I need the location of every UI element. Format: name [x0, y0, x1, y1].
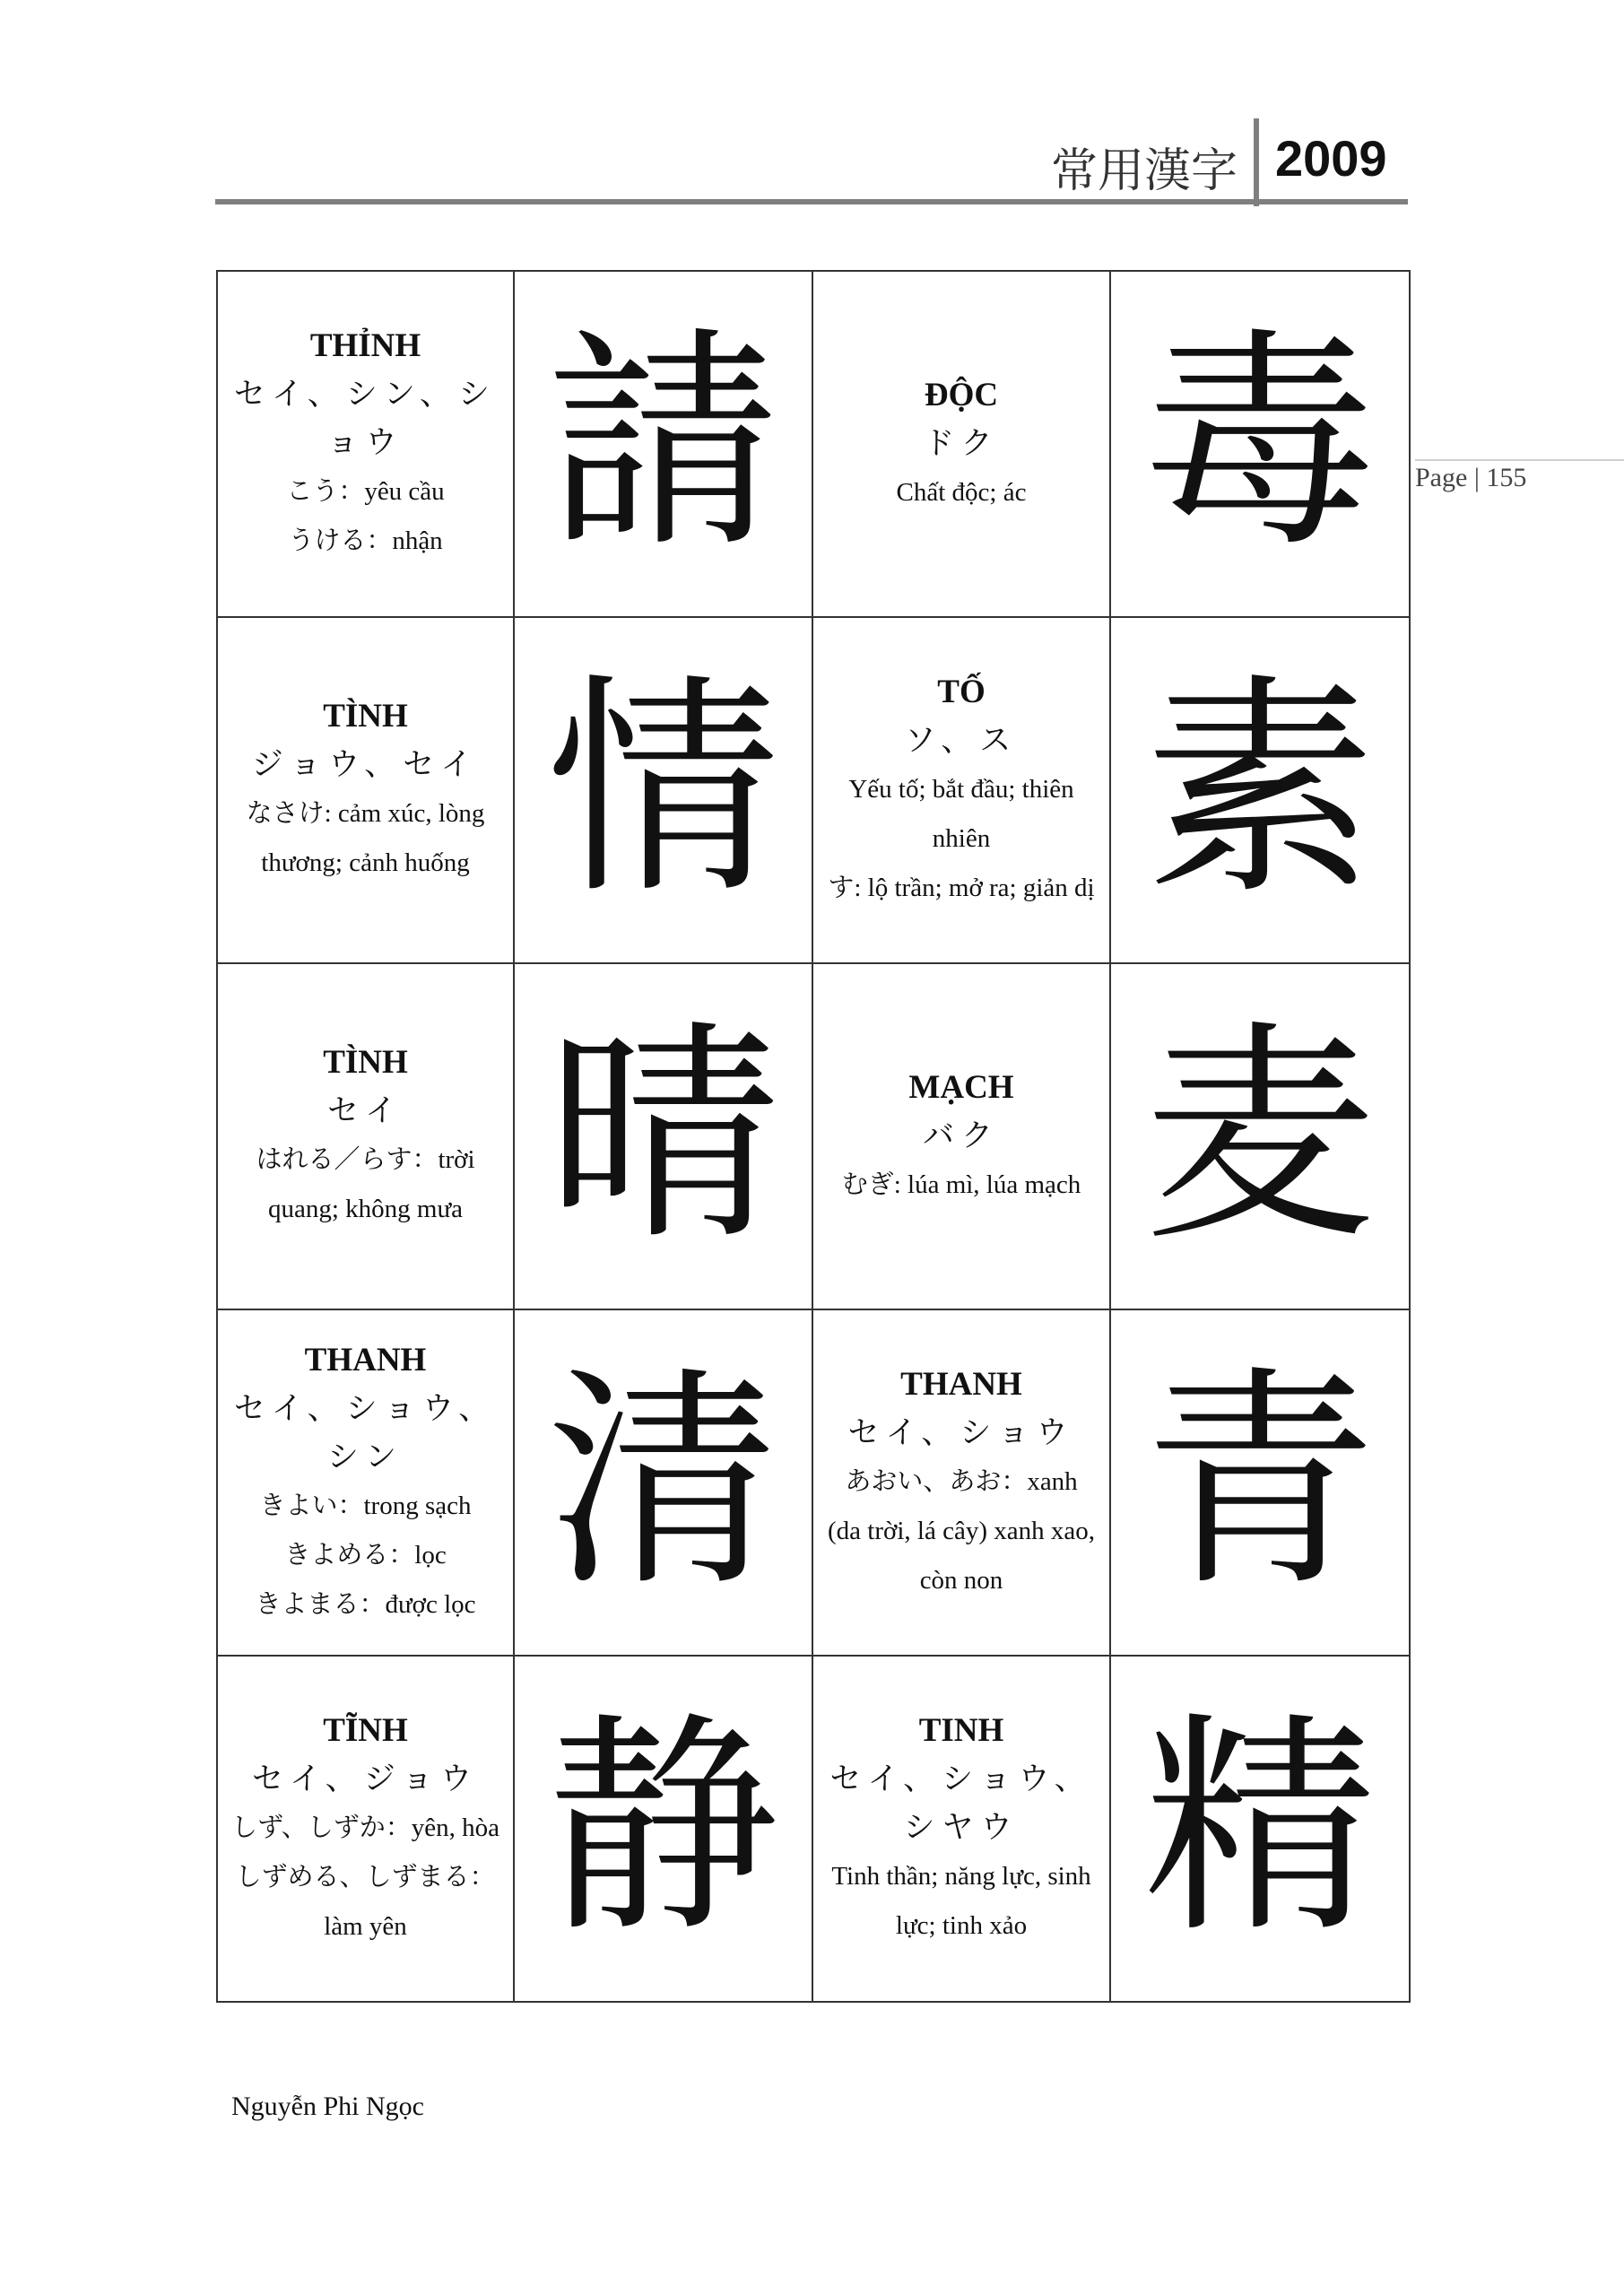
page-number-rule: [1415, 459, 1624, 461]
sino-vietnamese-reading: TĨNH: [323, 1711, 408, 1749]
kanji-info-cell: [812, 271, 1110, 617]
on-reading: ドク: [923, 425, 1000, 462]
sino-vietnamese-reading: TINH: [918, 1712, 1004, 1749]
sino-vietnamese-reading: THANH: [304, 1341, 427, 1378]
table-row: [217, 963, 1410, 1309]
meaning-line: あおい、あお：xanh (da trời, lá cây) xanh xao, còn non: [828, 1466, 1095, 1595]
sino-vietnamese-reading: MẠCH: [908, 1068, 1014, 1106]
meaning-line: す: lộ trần; mở ra; giản dị: [828, 873, 1095, 902]
on-reading: ソ、ス: [904, 722, 1019, 759]
kanji-info-cell: [217, 1309, 514, 1656]
meaning-line: なさけ: cảm xúc, lòng thương; cảnh huống: [246, 799, 485, 877]
meaning-line: きよまる：được lọc: [255, 1589, 476, 1619]
table-row: [217, 1656, 1410, 2002]
kanji-glyph: 麦: [1110, 963, 1410, 1309]
header-year: 2009: [1275, 130, 1387, 187]
kanji-glyph: 清: [514, 1309, 812, 1656]
meaning-line: しずめる、しずまる：làm yên: [235, 1862, 496, 1941]
meaning-line: きよめる：lọc: [284, 1540, 447, 1570]
meaning-line: しず、しずか：yên, hòa: [231, 1813, 499, 1842]
on-reading: セイ、ショウ: [847, 1414, 1075, 1451]
meaning-line: むぎ: lúa mì, lúa mạch: [841, 1170, 1081, 1199]
footer-author: Nguyễn Phi Ngọc: [231, 2092, 424, 2121]
on-reading: セイ: [327, 1093, 404, 1129]
meaning-line: Yếu tố; bắt đầu; thiên nhiên: [848, 774, 1074, 853]
on-reading: セイ、ショウ、シン: [233, 1390, 498, 1475]
on-reading: ジョウ、セイ: [251, 747, 480, 783]
kanji-info-cell: [217, 617, 514, 963]
page-header: [215, 108, 1408, 206]
kanji-glyph: 請: [514, 271, 812, 617]
kanji-info-cell: [812, 1309, 1110, 1656]
meaning-line: きよい：trong sạch: [259, 1491, 472, 1520]
kanji-table: [216, 270, 1411, 2003]
kanji-glyph: 素: [1110, 617, 1410, 963]
on-reading: バク: [922, 1118, 1000, 1154]
table-row: [217, 1309, 1410, 1656]
meaning-line: こう：yêu cầu: [286, 477, 445, 506]
table-row: [217, 617, 1410, 963]
table-row: [217, 271, 1410, 617]
page-number: Page | 155: [1415, 463, 1527, 492]
kanji-info-cell: [812, 963, 1110, 1309]
header-title: 常用漢字: [1050, 144, 1238, 198]
kanji-info-cell: [217, 271, 514, 617]
sino-vietnamese-reading: TÌNH: [323, 1044, 408, 1081]
on-reading: セイ、ショウ、シヤウ: [829, 1761, 1093, 1846]
kanji-info-cell: [812, 617, 1110, 963]
sino-vietnamese-reading: ĐỘC: [924, 376, 999, 413]
sino-vietnamese-reading: TỐ: [937, 673, 986, 710]
header-rule: [215, 199, 1408, 204]
kanji-glyph: 情: [514, 617, 812, 963]
kanji-glyph: 毒: [1110, 271, 1410, 617]
kanji-glyph: 晴: [514, 963, 812, 1309]
meaning-line: うける：nhận: [288, 526, 443, 555]
on-reading: セイ、シン、ショウ: [233, 377, 498, 461]
kanji-glyph: 青: [1110, 1309, 1410, 1656]
header-divider: [1254, 118, 1259, 206]
sino-vietnamese-reading: TÌNH: [323, 698, 408, 735]
on-reading: セイ、ジョウ: [251, 1761, 480, 1797]
meaning-line: Tinh thần; năng lực, sinh lực; tinh xảo: [831, 1862, 1091, 1940]
kanji-info-cell: [217, 963, 514, 1309]
sino-vietnamese-reading: THANH: [900, 1365, 1022, 1403]
meaning-line: Chất độc; ác: [896, 477, 1027, 507]
meaning-line: はれる／らす：trời quang; không mưa: [256, 1145, 475, 1223]
kanji-info-cell: [217, 1656, 514, 2002]
kanji-glyph: 精: [1110, 1656, 1410, 2002]
sino-vietnamese-reading: THỈNH: [309, 327, 421, 364]
kanji-glyph: 静: [514, 1656, 812, 2002]
kanji-info-cell: [812, 1656, 1110, 2002]
